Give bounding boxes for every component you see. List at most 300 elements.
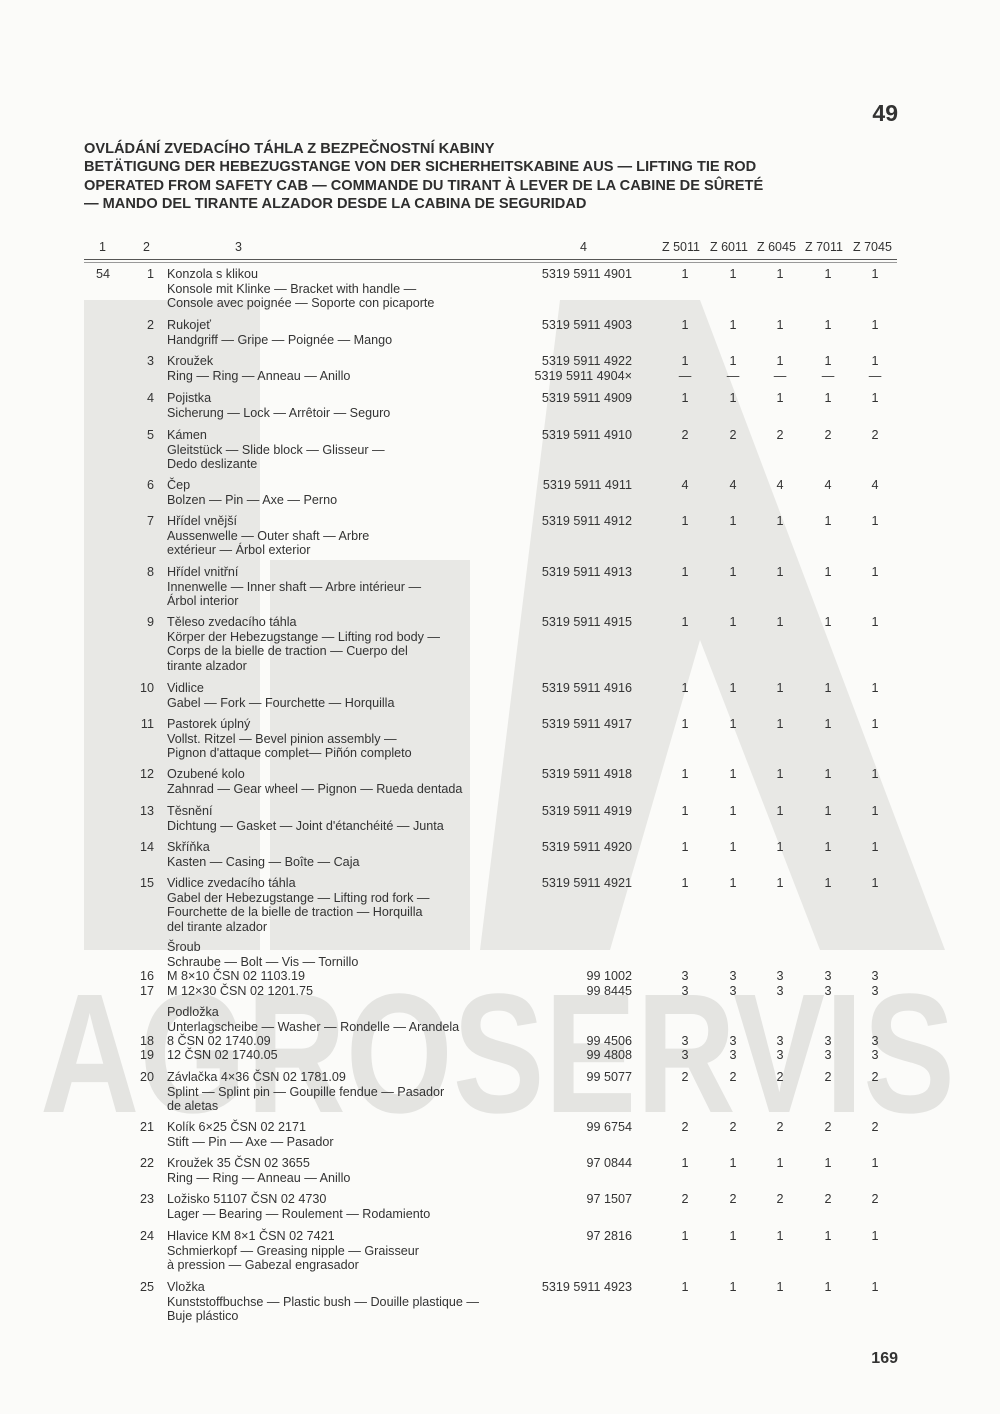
- quantity-z6011: [725, 717, 741, 732]
- part-number-line: 5319 5911 4921: [541, 876, 632, 890]
- description-line: Gabel — Fork — Fourchette — Horquilla: [167, 695, 395, 710]
- part-number-line: 97 0844: [586, 1156, 632, 1170]
- quantity-z5011: [677, 1120, 693, 1135]
- quantity-value: 2: [776, 1192, 784, 1206]
- quantity-z6045: [772, 428, 788, 443]
- quantity-z6045: [772, 565, 788, 580]
- position-number: 18: [139, 1034, 154, 1048]
- page-title: [84, 140, 904, 213]
- header-rule: [84, 259, 897, 260]
- description-line: Handgriff — Gripe — Poignée — Mango: [167, 332, 393, 347]
- quantity-z6011: [725, 318, 741, 333]
- quantity-value: 1: [776, 804, 784, 818]
- quantity-z6045: [772, 267, 788, 282]
- description-line: Kroužek: [167, 354, 214, 368]
- part-description: [167, 969, 527, 984]
- description-line: 12 ČSN 02 1740.05: [167, 1048, 278, 1062]
- part-description: [167, 1120, 527, 1149]
- quantity-value: 1: [729, 354, 737, 368]
- quantity-z6011: [725, 767, 741, 782]
- quantity-z6011: [725, 391, 741, 406]
- quantity-z7045: [867, 318, 883, 333]
- description-line: Hřídel vnější: [167, 514, 237, 528]
- quantity-z5011: [677, 354, 693, 383]
- quantity-z7045: [867, 840, 883, 855]
- description-line: Aussenwelle — Outer shaft — Arbre: [167, 528, 370, 543]
- quantity-value: 1: [776, 354, 784, 368]
- quantity-value: 1: [776, 1229, 784, 1243]
- quantity-value: 1: [824, 804, 832, 818]
- quantity-z7045: [867, 969, 883, 984]
- part-number: [500, 1229, 632, 1244]
- position-number: 22: [139, 1156, 154, 1170]
- description-line: Gabel der Hebezugstange — Lifting rod fork —: [167, 890, 430, 905]
- quantity-value: 1: [776, 267, 784, 281]
- quantity-z5011: [677, 1034, 693, 1049]
- quantity-z5011: [677, 514, 693, 529]
- quantity-value: 1: [871, 767, 879, 781]
- part-number-line: 5319 5911 4904×: [534, 368, 632, 383]
- quantity-value: 1: [681, 717, 689, 731]
- quantity-z6045: [772, 318, 788, 333]
- description-line: Vidlice: [167, 681, 204, 695]
- quantity-z6011: [725, 1192, 741, 1207]
- page-number: 169: [871, 1350, 898, 1367]
- quantity-z6011: [725, 478, 741, 493]
- quantity-z6011: [725, 969, 741, 984]
- quantity-z7045: [867, 514, 883, 529]
- quantity-value: 3: [824, 1048, 832, 1062]
- quantity-value: 2: [729, 1120, 737, 1134]
- quantity-z5011: [677, 428, 693, 443]
- quantity-value: 3: [824, 1034, 832, 1048]
- part-description: [167, 514, 527, 558]
- description-line: Buje plástico: [167, 1309, 239, 1324]
- quantity-z6045: [772, 1229, 788, 1244]
- quantity-value: 1: [681, 681, 689, 695]
- quantity-z6045: [772, 1156, 788, 1171]
- position-number: 2: [146, 318, 154, 332]
- quantity-value: 1: [681, 354, 689, 368]
- quantity-value: 1: [681, 615, 689, 629]
- quantity-z7045: [867, 681, 883, 696]
- quantity-value: 1: [871, 1156, 879, 1170]
- part-number: [500, 478, 632, 493]
- description-line: Těsnění: [167, 804, 213, 818]
- quantity-value: 1: [871, 1229, 879, 1243]
- quantity-value: 2: [871, 1070, 879, 1084]
- quantity-z6045: [772, 391, 788, 406]
- part-description: [167, 391, 527, 420]
- quantity-value: 2: [681, 428, 689, 442]
- part-description: [167, 565, 527, 609]
- description-line: Sicherung — Lock — Arrêtoir — Seguro: [167, 405, 391, 420]
- quantity-z7011: [820, 428, 836, 443]
- part-number: [500, 681, 632, 696]
- position-number: 10: [139, 681, 154, 695]
- quantity-z6011: [725, 1048, 741, 1063]
- quantity-z5011: [677, 767, 693, 782]
- quantity-z7011: [820, 1192, 836, 1207]
- description-line: Ložisko 51107 ČSN 02 4730: [167, 1192, 327, 1206]
- part-number-line: 99 1002: [586, 969, 632, 983]
- quantity-z7045: [867, 478, 883, 493]
- quantity-value: 1: [729, 615, 737, 629]
- quantity-value: 3: [681, 1034, 689, 1048]
- quantity-value: 3: [871, 984, 879, 998]
- part-number-line: 5319 5911 4917: [541, 717, 632, 731]
- position-number: 4: [146, 391, 154, 405]
- quantity-z7045: [867, 1280, 883, 1295]
- quantity-z5011: [677, 717, 693, 732]
- description-line: Bolzen — Pin — Axe — Perno: [167, 492, 338, 507]
- title-line: OPERATED FROM SAFETY CAB — COMMANDE DU TIRANT À LEVER DE LA CABINE DE SÛRETÉ: [84, 177, 764, 194]
- quantity-z5011: [677, 840, 693, 855]
- quantity-z7011: [820, 1034, 836, 1049]
- quantity-z5011: [677, 478, 693, 493]
- description-line: Pojistka: [167, 391, 212, 405]
- quantity-value: 1: [681, 565, 689, 579]
- part-number: [500, 615, 632, 630]
- part-number-line: 5319 5911 4912: [541, 514, 632, 528]
- quantity-z7045: [867, 1120, 883, 1135]
- description-line: Pastorek úplný: [167, 717, 251, 731]
- quantity-z6011: [725, 804, 741, 819]
- quantity-value: 1: [681, 1280, 689, 1294]
- part-number-line: 5319 5911 4910: [541, 428, 632, 442]
- quantity-value: 3: [776, 1048, 784, 1062]
- quantity-z5011: [677, 565, 693, 580]
- part-number: [500, 1280, 632, 1295]
- description-line: Podložka: [167, 1005, 219, 1019]
- description-line: Console avec poignée — Soporte con picaporte: [167, 296, 435, 311]
- description-line: extérieur — Árbol exterior: [167, 543, 311, 558]
- quantity-value: 1: [824, 354, 832, 368]
- part-description: [167, 804, 527, 833]
- quantity-z7045: [867, 804, 883, 819]
- description-line: Schmierkopf — Greasing nipple — Graisseur: [167, 1243, 419, 1258]
- quantity-value: 4: [871, 478, 879, 492]
- quantity-value: 1: [824, 681, 832, 695]
- quantity-z5011: [677, 267, 693, 282]
- quantity-value: 1: [824, 1280, 832, 1294]
- quantity-z6011: [725, 1156, 741, 1171]
- description-line: Gleitstück — Slide block — Glisseur —: [167, 442, 385, 457]
- quantity-z6011: [725, 1120, 741, 1135]
- quantity-z5011: [677, 615, 693, 630]
- quantity-value: 3: [824, 969, 832, 983]
- col-header-3: 3: [235, 240, 242, 254]
- col-header-4: 4: [580, 240, 587, 254]
- part-description: [167, 1229, 527, 1273]
- quantity-value: 1: [681, 318, 689, 332]
- part-description: [167, 681, 527, 710]
- quantity-value: 1: [681, 267, 689, 281]
- quantity-value: 1: [776, 681, 784, 695]
- part-number-line: 5319 5911 4922: [541, 354, 632, 368]
- quantity-z6011: [725, 354, 741, 383]
- description-line: Konzola s klikou: [167, 267, 259, 281]
- quantity-z7045: [867, 767, 883, 782]
- part-number: [500, 1120, 632, 1135]
- quantity-z7045: [867, 717, 883, 732]
- part-description: [167, 428, 527, 472]
- quantity-value: 1: [824, 1156, 832, 1170]
- quantity-z7011: [820, 876, 836, 891]
- quantity-value: 3: [824, 984, 832, 998]
- position-number: 17: [139, 984, 154, 998]
- quantity-z7011: [820, 615, 836, 630]
- position-number: 25: [139, 1280, 154, 1294]
- quantity-value: 1: [729, 840, 737, 854]
- description-line: Kroužek 35 ČSN 02 3655: [167, 1156, 310, 1170]
- quantity-value: 1: [729, 267, 737, 281]
- part-number: [500, 428, 632, 443]
- quantity-value: 1: [729, 804, 737, 818]
- quantity-value: 1: [729, 681, 737, 695]
- description-line: Pignon d'attaque complet— Piñón completo: [167, 746, 412, 761]
- description-line: Závlačka 4×36 ČSN 02 1781.09: [167, 1070, 346, 1084]
- quantity-z5011: [677, 984, 693, 999]
- part-description: [167, 1034, 527, 1049]
- part-description: [167, 615, 527, 673]
- quantity-value: 2: [871, 1192, 879, 1206]
- quantity-value: 1: [729, 1280, 737, 1294]
- header-rule-thin: [84, 262, 897, 263]
- quantity-value: 1: [776, 840, 784, 854]
- part-description: [167, 267, 527, 311]
- quantity-z6011: [725, 840, 741, 855]
- quantity-value: 3: [729, 969, 737, 983]
- quantity-z5011: [677, 1229, 693, 1244]
- description-line: tirante alzador: [167, 658, 247, 673]
- group-number: 54: [96, 267, 111, 281]
- part-number-line: 97 2816: [586, 1229, 632, 1243]
- part-number: [500, 391, 632, 406]
- description-line: Vollst. Ritzel — Bevel pinion assembly —: [167, 731, 397, 746]
- description-line: Rukojeť: [167, 318, 211, 332]
- quantity-z6045: [772, 1192, 788, 1207]
- position-number: 7: [146, 514, 154, 528]
- quantity-z7045: [867, 984, 883, 999]
- part-number-line: 5319 5911 4923: [541, 1280, 632, 1294]
- quantity-value: 1: [824, 717, 832, 731]
- quantity-value: 1: [776, 565, 784, 579]
- quantity-z6045: [772, 717, 788, 732]
- quantity-value: 1: [824, 391, 832, 405]
- quantity-z7045: [867, 615, 883, 630]
- quantity-z6045: [772, 767, 788, 782]
- quantity-value: 2: [729, 1192, 737, 1206]
- quantity-value: 2: [824, 428, 832, 442]
- quantity-z7011: [820, 1048, 836, 1063]
- quantity-value: 2: [824, 1192, 832, 1206]
- quantity-value: 1: [871, 391, 879, 405]
- quantity-value: 1: [776, 615, 784, 629]
- part-number-line: 99 4506: [586, 1034, 632, 1048]
- col-header-2: 2: [143, 240, 150, 254]
- watermark-text: AGROSERVIS: [40, 959, 955, 1149]
- quantity-value: 2: [871, 428, 879, 442]
- description-line: Lager — Bearing — Roulement — Rodamiento: [167, 1206, 431, 1221]
- quantity-z7045: [867, 267, 883, 282]
- quantity-value: 3: [776, 969, 784, 983]
- position-number: 23: [139, 1192, 154, 1206]
- quantity-value: 3: [681, 984, 689, 998]
- quantity-value: 1: [824, 318, 832, 332]
- quantity-value: 3: [729, 1048, 737, 1062]
- part-number: [500, 876, 632, 891]
- description-line: Kunststoffbuchse — Plastic bush — Douille plastique —: [167, 1294, 479, 1309]
- position-number: 11: [140, 717, 154, 731]
- quantity-value: 1: [871, 565, 879, 579]
- quantity-value: 1: [776, 391, 784, 405]
- quantity-value: 1: [681, 391, 689, 405]
- quantity-z6045: [772, 681, 788, 696]
- description-line: Kasten — Casing — Boîte — Caja: [167, 854, 360, 869]
- part-number: [500, 318, 632, 333]
- quantity-value: 1: [824, 767, 832, 781]
- description-line: Splint — Splint pin — Goupille fendue — Pasador: [167, 1084, 445, 1099]
- quantity-value: 1: [729, 1156, 737, 1170]
- position-number: 14: [139, 840, 154, 854]
- quantity-z6011: [725, 1280, 741, 1295]
- part-number: [500, 840, 632, 855]
- description-line: Hlavice KM 8×1 ČSN 02 7421: [167, 1229, 335, 1243]
- quantity-z7045: [867, 1048, 883, 1063]
- quantity-value: 1: [871, 681, 879, 695]
- quantity-z6045: [772, 354, 788, 383]
- part-description: [167, 1070, 527, 1114]
- title-line: OVLÁDÁNÍ ZVEDACÍHO TÁHLA Z BEZPEČNOSTNÍ KABINY: [84, 141, 495, 157]
- quantity-z7011: [820, 1156, 836, 1171]
- quantity-value: 1: [871, 514, 879, 528]
- description-line: Ring — Ring — Anneau — Anillo: [167, 1170, 351, 1185]
- quantity-z6045: [772, 804, 788, 819]
- quantity-z6045: [772, 1034, 788, 1049]
- part-number-line: 5319 5911 4919: [541, 804, 632, 818]
- quantity-z7011: [820, 984, 836, 999]
- position-number: 24: [139, 1229, 154, 1243]
- quantity-z6011: [725, 681, 741, 696]
- description-line: Vidlice zvedacího táhla: [167, 876, 296, 890]
- description-line: Árbol interior: [167, 594, 239, 609]
- part-number: [500, 767, 632, 782]
- part-number: [500, 514, 632, 529]
- quantity-value: 2: [824, 1070, 832, 1084]
- part-number-line: 99 4808: [586, 1048, 632, 1062]
- position-number: 13: [139, 804, 154, 818]
- quantity-z7011: [820, 391, 836, 406]
- quantity-value: 3: [776, 1034, 784, 1048]
- position-number: 6: [146, 478, 154, 492]
- position-number: 8: [146, 565, 154, 579]
- part-description: [167, 1192, 527, 1221]
- quantity-z7011: [820, 1120, 836, 1135]
- quantity-value: 1: [824, 615, 832, 629]
- description-line: Těleso zvedacího táhla: [167, 615, 297, 629]
- quantity-z6045: [772, 514, 788, 529]
- position-number: 15: [139, 876, 154, 890]
- quantity-value: 1: [824, 514, 832, 528]
- description-line: Stift — Pin — Axe — Pasador: [167, 1134, 334, 1149]
- quantity-value: 3: [871, 1048, 879, 1062]
- part-number-line: 5319 5911 4901: [541, 267, 632, 281]
- quantity-z7045: [867, 1229, 883, 1244]
- quantity-value: 1: [824, 565, 832, 579]
- part-number: [500, 804, 632, 819]
- quantity-value: 3: [729, 984, 737, 998]
- description-line: Konsole mit Klinke — Bracket with handle —: [167, 281, 417, 296]
- description-line: Skříňka: [167, 840, 210, 854]
- quantity-z7011: [820, 681, 836, 696]
- quantity-z5011: [677, 1156, 693, 1171]
- quantity-value: 1: [776, 1156, 784, 1170]
- quantity-value: 1: [776, 1280, 784, 1294]
- quantity-value: 4: [776, 478, 784, 492]
- quantity-value: —: [773, 368, 787, 383]
- quantity-value: 2: [871, 1120, 879, 1134]
- quantity-value: 2: [729, 428, 737, 442]
- quantity-z7045: [867, 876, 883, 891]
- description-line: Ring — Ring — Anneau — Anillo: [167, 368, 351, 383]
- quantity-z6045: [772, 1280, 788, 1295]
- part-description: [167, 1156, 527, 1185]
- description-line: Ozubené kolo: [167, 767, 245, 781]
- part-number-line: 5319 5911 4909: [541, 391, 632, 405]
- description-line: M 8×10 ČSN 02 1103.19: [167, 969, 306, 983]
- quantity-value: 2: [776, 1070, 784, 1084]
- title-line: — MANDO DEL TIRANTE ALZADOR DESDE LA CABINA DE SEGURIDAD: [84, 195, 587, 212]
- part-number: [500, 354, 632, 383]
- quantity-z5011: [677, 391, 693, 406]
- part-description: [167, 1005, 527, 1034]
- quantity-value: 4: [824, 478, 832, 492]
- quantity-z6045: [772, 1120, 788, 1135]
- part-number: [500, 565, 632, 580]
- col-header-1: 1: [99, 240, 106, 254]
- part-description: [167, 1048, 527, 1063]
- description-line: M 12×30 ČSN 02 1201.75: [167, 984, 313, 998]
- quantity-z7045: [867, 1034, 883, 1049]
- part-number: [500, 717, 632, 732]
- part-description: [167, 984, 527, 999]
- position-number: 3: [146, 354, 154, 368]
- quantity-value: 1: [776, 876, 784, 890]
- part-number: [500, 1070, 632, 1085]
- position-number: 21: [139, 1120, 154, 1134]
- part-description: [167, 717, 527, 761]
- part-description: [167, 478, 527, 507]
- quantity-value: 1: [776, 767, 784, 781]
- quantity-value: 3: [871, 1034, 879, 1048]
- part-number: [500, 1156, 632, 1171]
- quantity-value: 1: [824, 267, 832, 281]
- part-number-line: 5319 5911 4916: [541, 681, 632, 695]
- col-header-model: Z 6011: [710, 240, 748, 254]
- description-line: à pression — Gabezal engrasador: [167, 1258, 359, 1273]
- quantity-value: 1: [871, 615, 879, 629]
- position-number: 9: [146, 615, 154, 629]
- quantity-z7045: [867, 1192, 883, 1207]
- quantity-value: 1: [824, 876, 832, 890]
- col-header-model: Z 7045: [853, 240, 892, 254]
- quantity-value: 1: [681, 804, 689, 818]
- quantity-value: 1: [824, 1229, 832, 1243]
- quantity-value: —: [678, 368, 692, 383]
- description-line: 8 ČSN 02 1740.09: [167, 1034, 271, 1048]
- col-header-model: Z 6045: [757, 240, 796, 254]
